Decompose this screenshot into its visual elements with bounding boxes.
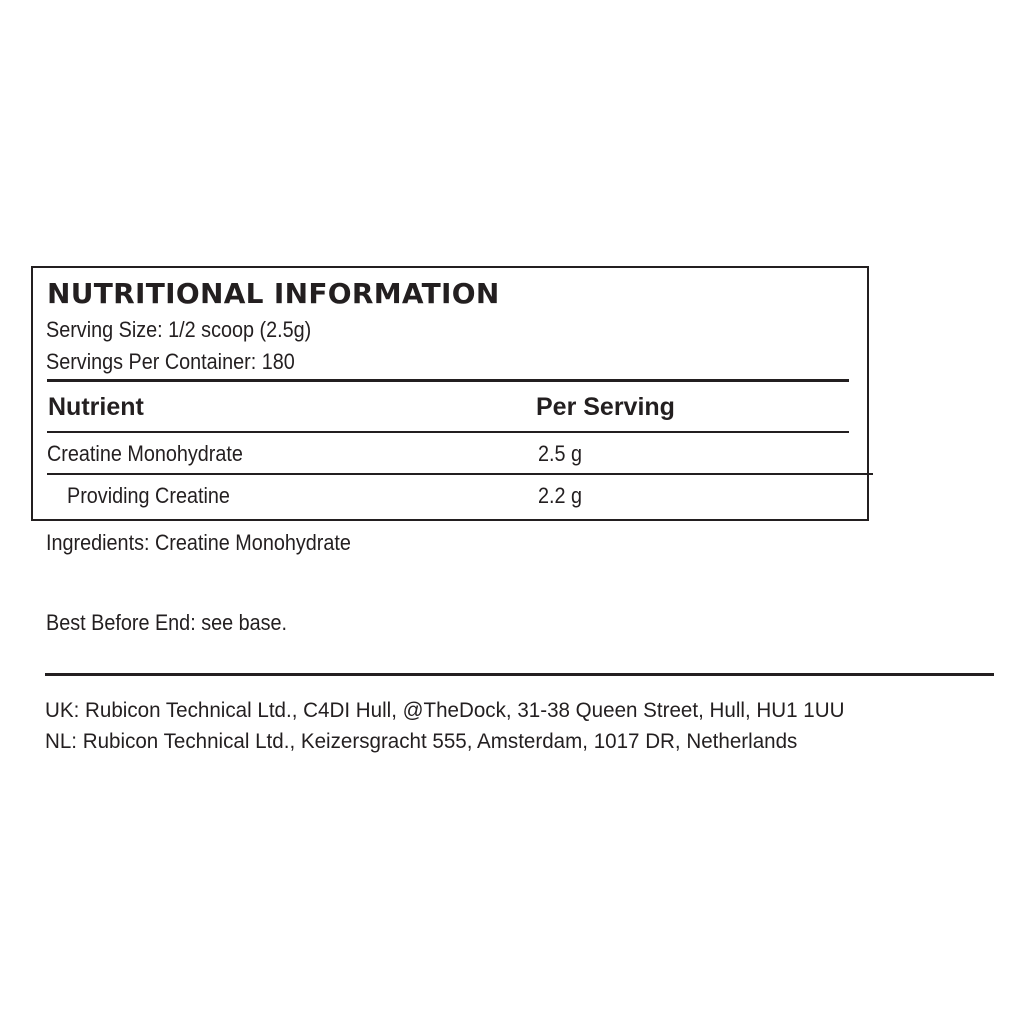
address-divider bbox=[45, 673, 994, 676]
nutrient-value: 2.5 g bbox=[538, 441, 583, 466]
ingredients-text: Ingredients: Creatine Monohydrate bbox=[46, 530, 351, 555]
column-header-per-serving: Per Serving bbox=[536, 393, 675, 421]
row-divider bbox=[47, 473, 873, 475]
column-header-rule bbox=[47, 431, 849, 433]
best-before-text: Best Before End: see base. bbox=[46, 610, 288, 635]
servings-per-container: Servings Per Container: 180 bbox=[46, 349, 295, 374]
header-rule bbox=[47, 379, 849, 382]
address-nl: NL: Rubicon Technical Ltd., Keizersgracht 555, Amsterdam, 1017 DR, Netherlands bbox=[45, 730, 798, 753]
nutrient-value: 2.2 g bbox=[538, 483, 583, 508]
nutrition-panel bbox=[31, 266, 869, 521]
nutrient-name: Creatine Monohydrate bbox=[47, 441, 243, 466]
column-header-nutrient: Nutrient bbox=[48, 393, 144, 421]
nutrient-name: Providing Creatine bbox=[67, 483, 230, 508]
serving-size: Serving Size: 1/2 scoop (2.5g) bbox=[46, 317, 312, 342]
address-uk: UK: Rubicon Technical Ltd., C4DI Hull, @TheDock, 31-38 Queen Street, Hull, HU1 1UU bbox=[45, 699, 845, 722]
panel-title: NUTRITIONAL INFORMATION bbox=[47, 277, 500, 310]
